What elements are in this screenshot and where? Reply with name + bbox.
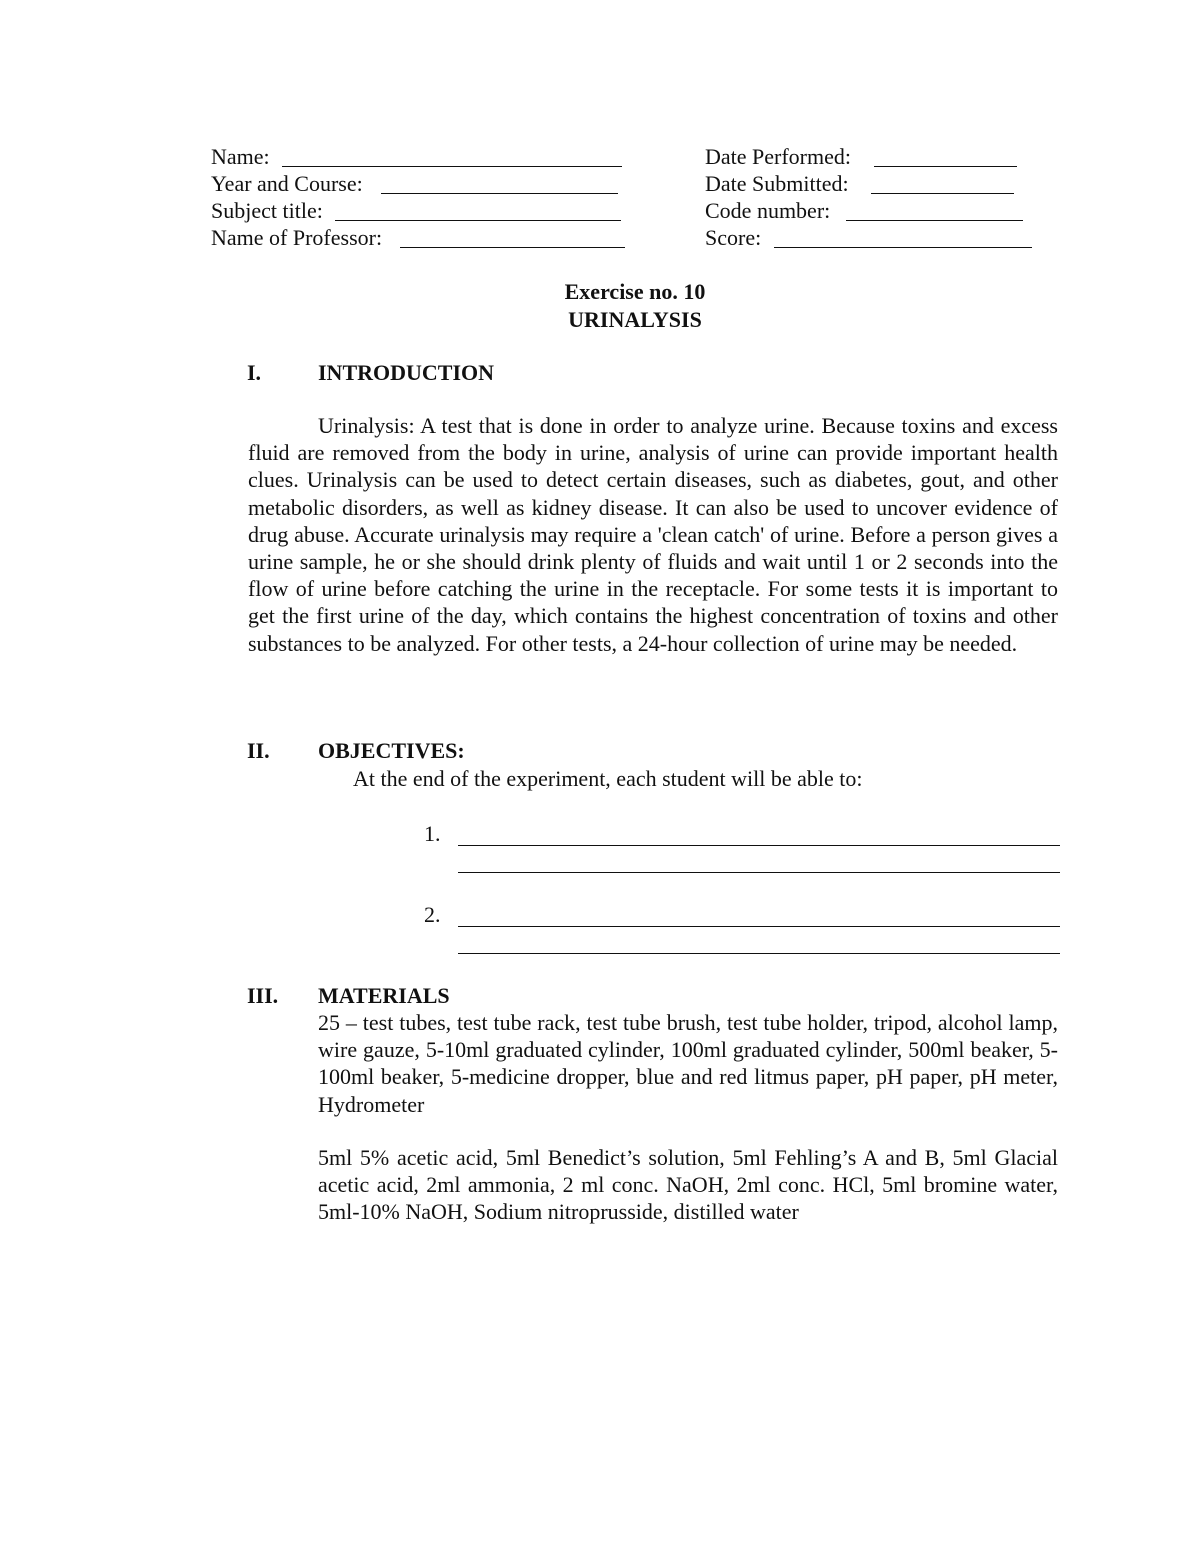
score-blank[interactable] xyxy=(774,247,1032,248)
professor-blank[interactable] xyxy=(400,247,625,248)
materials-reagents: 5ml 5% acetic acid, 5ml Benedict’s solution, 5ml Fehling’s A and B, 5ml Glacial acetic acid, 2ml ammonia, 2 ml conc. NaOH, 2ml conc. HCl, 5ml bromine water, 5ml-10% NaOH, Sodium nitroprusside, distilled water xyxy=(318,1145,1058,1225)
name-field xyxy=(211,143,270,170)
objectives-intro: At the end of the experiment, each student will be able to: xyxy=(353,766,863,791)
materials-equipment: 25 – test tubes, test tube rack, test tube brush, test tube holder, tripod, alcohol lamp, wire gauze, 5-10ml graduated cylinder, 100ml graduated cylinder, 500ml beaker, 5-100ml beaker, 5-medicine dropper, blue and red litmus paper, pH paper, pH meter, Hydrometer xyxy=(318,1010,1058,1117)
score-field xyxy=(705,224,761,251)
year-course-field xyxy=(211,170,363,197)
subject-title-field xyxy=(211,197,323,224)
exercise-number: Exercise no. 10 xyxy=(564,279,706,304)
name-label: Name: xyxy=(211,144,270,169)
date-submitted-blank[interactable] xyxy=(871,193,1014,194)
code-number-label: Code number: xyxy=(705,198,831,223)
section-materials-number: III. xyxy=(247,983,279,1008)
code-number-blank[interactable] xyxy=(846,220,1023,221)
professor-label: Name of Professor: xyxy=(211,225,383,250)
objective-2-line-a[interactable] xyxy=(458,926,1060,927)
section-objectives-number: II. xyxy=(247,738,270,763)
section-materials-heading: MATERIALS xyxy=(318,983,450,1008)
objective-1-number: 1. xyxy=(424,821,441,846)
section-intro-heading: INTRODUCTION xyxy=(318,360,495,385)
date-submitted-field xyxy=(705,170,849,197)
date-performed-label: Date Performed: xyxy=(705,144,851,169)
date-submitted-label: Date Submitted: xyxy=(705,171,849,196)
section-intro-number: I. xyxy=(247,360,262,385)
objective-2-number: 2. xyxy=(424,902,441,927)
year-course-label: Year and Course: xyxy=(211,171,363,196)
subject-title-label: Subject title: xyxy=(211,198,323,223)
intro-text: Urinalysis: A test that is done in order to analyze urine. Because toxins and excess fluid are removed from the body in urine, analysis of urine can provide important health clues. Urinalysis can be used to detect certain diseases, such as diabetes, gout, and other metabolic disorders, as well as kidney disease. It can also be used to uncover evidence of drug abuse. Accurate urinalysis may require a 'clean catch' of urine. Before a person gives a urine sample, he or she should drink plenty of fluids and wait until 1 or 2 seconds into the flow of urine before catching the urine in the receptacle. For some tests it is important to get the first urine of the day, which contains the highest concentration of toxins and other substances to be analyzed. For other tests, a 24-hour collection of urine may be needed. xyxy=(248,413,1058,656)
professor-field xyxy=(211,224,382,251)
objective-2-line-b[interactable] xyxy=(458,953,1060,954)
exercise-title: URINALYSIS xyxy=(568,307,702,332)
date-performed-field xyxy=(705,143,851,170)
subject-title-blank[interactable] xyxy=(335,220,621,221)
section-objectives-heading: OBJECTIVES: xyxy=(318,738,465,763)
date-performed-blank[interactable] xyxy=(874,166,1017,167)
objective-1-line-b[interactable] xyxy=(458,872,1060,873)
score-label: Score: xyxy=(705,225,762,250)
year-course-blank[interactable] xyxy=(381,193,618,194)
code-number-field xyxy=(705,197,830,224)
intro-paragraph xyxy=(248,412,1058,657)
objective-1-line-a[interactable] xyxy=(458,845,1060,846)
name-blank[interactable] xyxy=(282,166,622,167)
